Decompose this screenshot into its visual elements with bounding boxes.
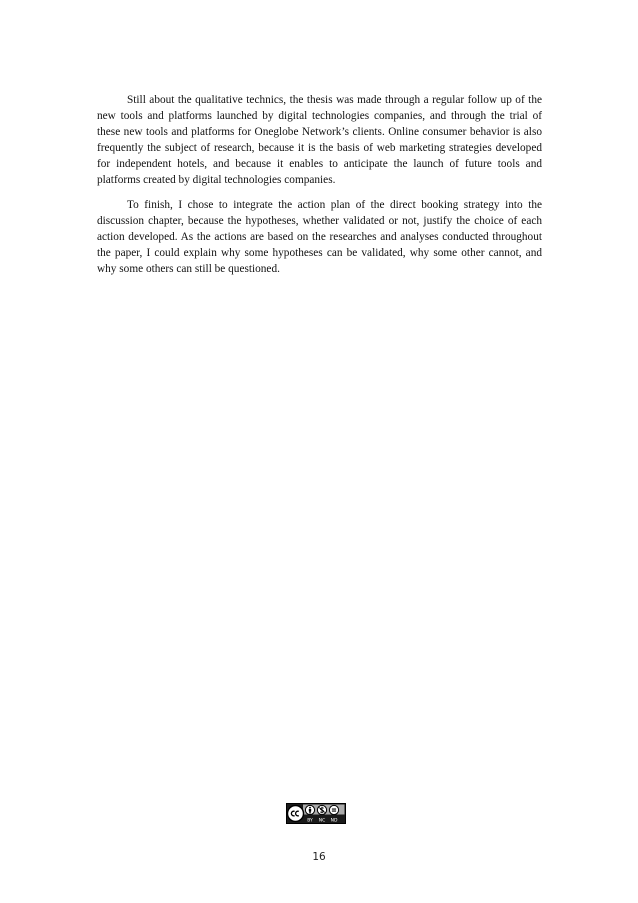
paragraph-action-plan: To finish, I chose to integrate the action plan of the direct booking strategy into the discussion chapter, because the hypotheses, whether validated or not, justify the choice of each action developed. As the actions are based on the researches and analyses conducted throughout the paper, I could explain why some hypotheses can be validated, why some other cannot, and why some others can still be questioned.	[97, 198, 542, 275]
page-number: 16	[312, 851, 326, 863]
noderivatives-icon	[329, 805, 338, 814]
license-label-by: BY	[307, 818, 313, 824]
attribution-icon	[305, 805, 314, 814]
body-text	[97, 93, 542, 277]
paragraph-qualitative-technics: Still about the qualitative technics, the thesis was made through a regular follow up of the new tools and platforms launched by digital technologies companies, and through the trial of these new tools and platforms for Oneglobe Network’s clients. Online consumer behavior is also frequently the subject of research, because it is the basis of web marketing strategies developed for independent hotels, and because it enables to anticipate the launch of future tools and platforms created by digital technologies companies.	[97, 94, 542, 186]
noncommercial-icon	[317, 805, 326, 814]
creative-commons-by-nc-nd-icon	[286, 803, 346, 824]
license-label-nd: ND	[330, 818, 338, 824]
license-label-nc: NC	[318, 818, 326, 824]
